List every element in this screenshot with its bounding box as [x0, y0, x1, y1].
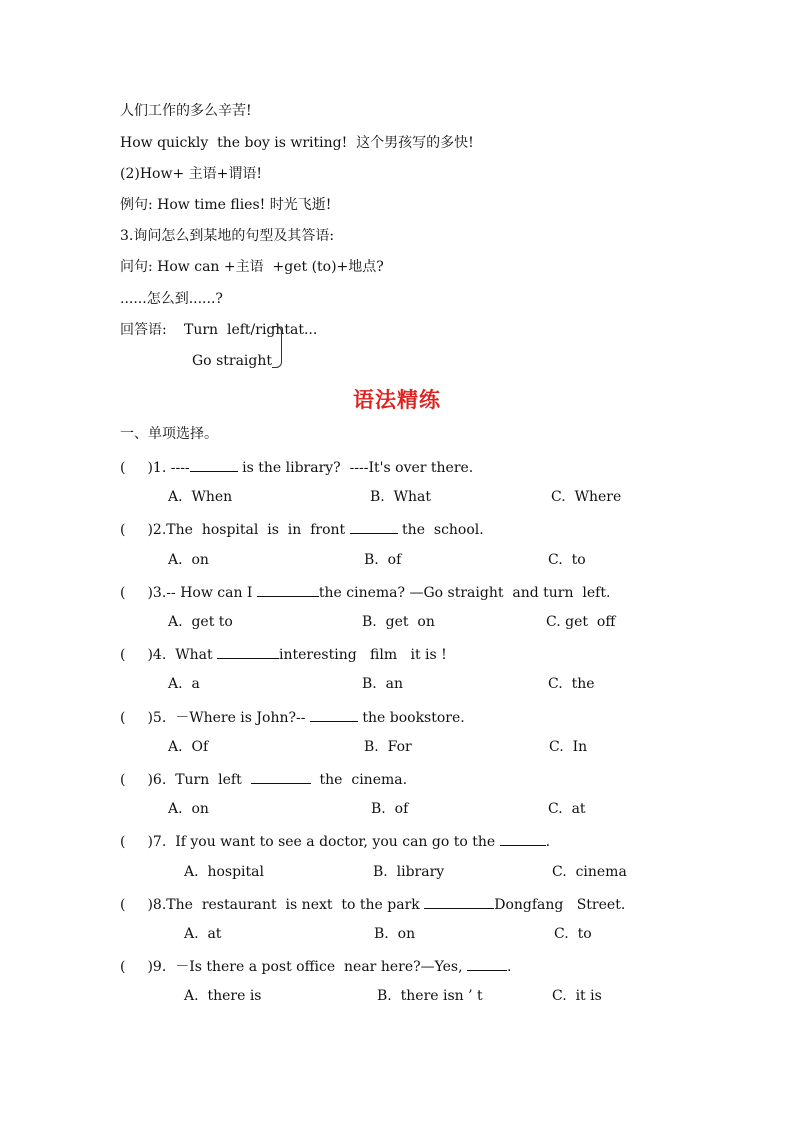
- question-3: ( )3.-- How can I the cinema? —Go straight and turn left.: [120, 582, 610, 602]
- option-b[interactable]: B. an: [362, 676, 404, 692]
- option-c[interactable]: C. at: [548, 801, 586, 817]
- intro-line-6: 问句: How can +主语 +get (to)+地点?: [120, 259, 384, 275]
- option-b[interactable]: B. library: [373, 864, 445, 880]
- section-title: 语法精练: [353, 388, 441, 412]
- option-b[interactable]: B. For: [364, 739, 412, 755]
- blank-field[interactable]: [500, 831, 546, 846]
- question-1: ( )1. ---- is the library? ----It's over there.: [120, 457, 473, 477]
- blank-field[interactable]: [251, 769, 311, 784]
- option-b[interactable]: B. on: [374, 926, 416, 942]
- option-a[interactable]: A. get to: [168, 614, 233, 630]
- option-b[interactable]: B. What: [370, 489, 432, 505]
- option-c[interactable]: C. get off: [546, 614, 616, 630]
- question-4: ( )4. What interesting film it is !: [120, 644, 447, 664]
- option-b[interactable]: B. get on: [362, 614, 435, 630]
- option-a[interactable]: A. on: [168, 552, 209, 568]
- intro-line-7: ......怎么到......?: [120, 291, 223, 307]
- blank-field[interactable]: [350, 519, 398, 534]
- intro-line-4: 例句: How time flies! 时光飞逝!: [120, 197, 332, 213]
- option-a[interactable]: A. at: [184, 926, 222, 942]
- question-7: ( )7. If you want to see a doctor, you can go to the .: [120, 831, 550, 851]
- intro-line-1: 人们工作的多么辛苦!: [120, 103, 252, 119]
- blank-field[interactable]: [424, 894, 494, 909]
- option-a[interactable]: A. there is: [184, 988, 262, 1004]
- option-b[interactable]: B. of: [371, 801, 409, 817]
- option-a[interactable]: A. Of: [168, 739, 209, 755]
- answer-label: 回答语:: [120, 322, 167, 338]
- option-b[interactable]: B. there isn ’ t: [377, 988, 483, 1004]
- answer-at: at...: [290, 322, 318, 338]
- option-c[interactable]: C. to: [554, 926, 592, 942]
- option-a[interactable]: A. hospital: [184, 864, 264, 880]
- question-2: ( )2.The hospital is in front the school.: [120, 519, 484, 539]
- option-c[interactable]: C. In: [549, 739, 588, 755]
- blank-field[interactable]: [310, 707, 358, 722]
- option-a[interactable]: A. When: [168, 489, 233, 505]
- blank-field[interactable]: [190, 457, 238, 472]
- intro-line-3: (2)How+ 主语+谓语!: [120, 166, 262, 182]
- section-subtitle: 一、单项选择。: [120, 426, 218, 442]
- question-9: ( )9. －Is there a post office near here?—Yes, .: [120, 956, 511, 976]
- blank-field[interactable]: [217, 644, 279, 659]
- option-c[interactable]: C. cinema: [552, 864, 627, 880]
- blank-field[interactable]: [257, 582, 319, 597]
- option-a[interactable]: A. on: [168, 801, 209, 817]
- question-6: ( )6. Turn left the cinema.: [120, 769, 407, 789]
- option-b[interactable]: B. of: [364, 552, 402, 568]
- blank-field[interactable]: [467, 956, 507, 971]
- answer-turn: Turn left/right: [184, 322, 291, 338]
- intro-line-5: 3.询问怎么到某地的句型及其答语:: [120, 228, 335, 244]
- question-8: ( )8.The restaurant is next to the park Dongfang Street.: [120, 894, 625, 914]
- option-c[interactable]: C. Where: [551, 489, 622, 505]
- option-c[interactable]: C. it is: [552, 988, 602, 1004]
- option-a[interactable]: A. a: [168, 676, 200, 692]
- question-5: ( )5. －Where is John?-- the bookstore.: [120, 707, 465, 727]
- answer-brace: [272, 326, 282, 368]
- answer-straight: Go straight: [192, 353, 272, 369]
- option-c[interactable]: C. to: [548, 552, 586, 568]
- option-c[interactable]: C. the: [548, 676, 595, 692]
- intro-line-2: How quickly the boy is writing! 这个男孩写的多快!: [120, 135, 474, 151]
